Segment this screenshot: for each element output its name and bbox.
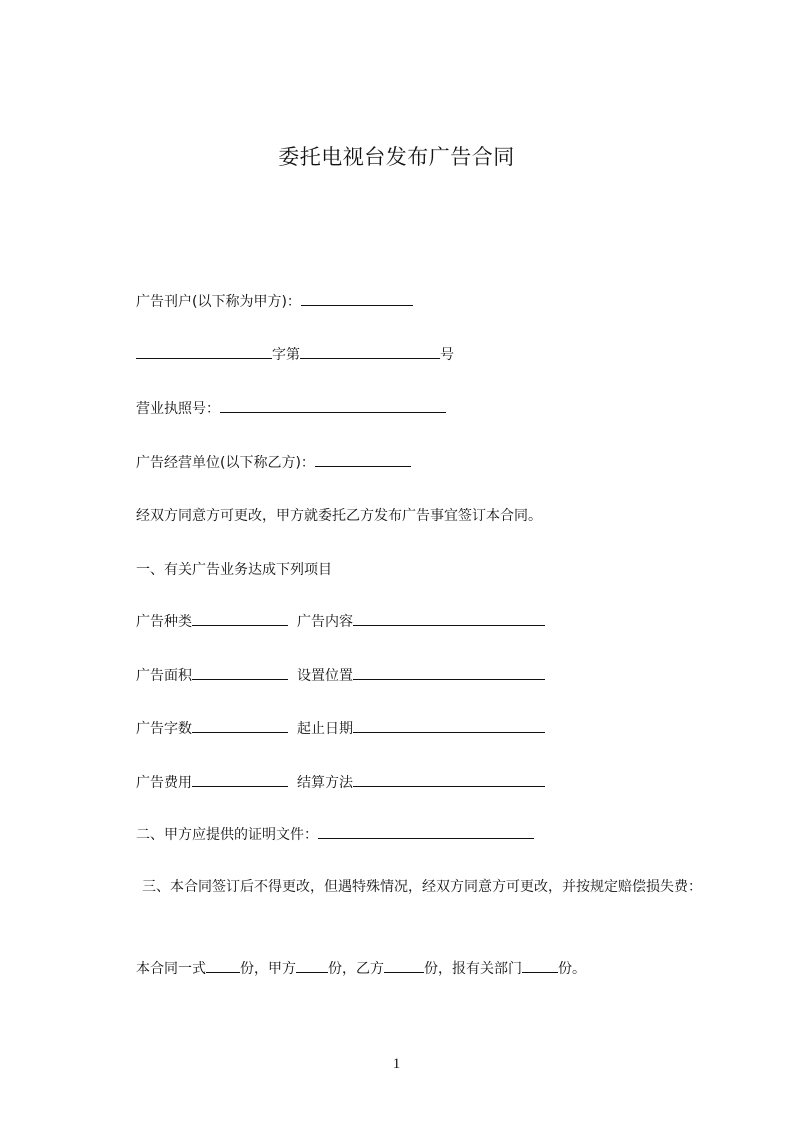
- item-left-label: 广告费用: [136, 775, 192, 791]
- section-2-line: [136, 824, 534, 845]
- copies-line: [136, 958, 586, 979]
- party-a-blank: [301, 291, 413, 306]
- item-right-blank: [353, 718, 545, 733]
- party-b-line: [136, 452, 411, 473]
- item-right-label: 结算方法: [297, 775, 353, 791]
- section-3-paragraph: 三、本合同签订后不得更改，但遇特殊情况，经双方同意方可更改，并按规定赔偿损失费：: [142, 879, 702, 895]
- item-right-label: 设置位置: [297, 668, 353, 684]
- item-right-blank: [353, 665, 545, 680]
- section-2-blank: [318, 824, 534, 839]
- item-left-label: 广告字数: [136, 721, 192, 737]
- party-b-blank: [315, 452, 411, 467]
- document-number-line: [136, 344, 454, 365]
- item-row: [136, 772, 545, 793]
- item-left-blank: [192, 665, 288, 680]
- document-number-middle: 字第: [272, 347, 300, 363]
- section-1-heading: 一、有关广告业务达成下列项目: [136, 562, 332, 578]
- document-number-suffix: 号: [440, 347, 454, 363]
- license-blank: [220, 398, 446, 413]
- license-label: 营业执照号：: [136, 401, 220, 417]
- item-right-blank: [353, 772, 545, 787]
- intro-paragraph: 经双方同意方可更改，甲方就委托乙方发布广告事宜签订本合同。: [136, 508, 542, 524]
- party-a-label: 广告刊户(以下称为甲方)：: [136, 294, 301, 310]
- copies-party-b-blank: [384, 958, 424, 973]
- document-title: 委托电视台发布广告合同: [278, 145, 515, 169]
- copies-text: 份，报有关部门: [424, 961, 522, 977]
- item-right-blank: [353, 611, 545, 626]
- item-row: [136, 665, 545, 686]
- item-row: [136, 718, 545, 739]
- party-b-label: 广告经营单位(以下称乙方)：: [136, 455, 315, 471]
- copies-text: 份，甲方: [240, 961, 296, 977]
- copies-text: 份。: [558, 961, 586, 977]
- copies-text: 份，乙方: [328, 961, 384, 977]
- copies-text: 本合同一式: [136, 961, 206, 977]
- copies-party-a-blank: [296, 958, 328, 973]
- copies-department-blank: [522, 958, 558, 973]
- item-left-blank: [192, 772, 288, 787]
- copies-total-blank: [206, 958, 240, 973]
- document-prefix-blank: [136, 344, 272, 359]
- item-row: [136, 611, 545, 632]
- document-number-blank: [300, 344, 440, 359]
- party-a-line: [136, 291, 413, 312]
- license-line: [136, 398, 446, 419]
- item-right-label: 起止日期: [297, 721, 353, 737]
- item-left-label: 广告种类: [136, 614, 192, 630]
- item-left-label: 广告面积: [136, 668, 192, 684]
- page-number: 1: [392, 1056, 401, 1072]
- section-2-label: 二、甲方应提供的证明文件：: [136, 827, 318, 843]
- item-left-blank: [192, 718, 288, 733]
- item-right-label: 广告内容: [297, 614, 353, 630]
- item-left-blank: [192, 611, 288, 626]
